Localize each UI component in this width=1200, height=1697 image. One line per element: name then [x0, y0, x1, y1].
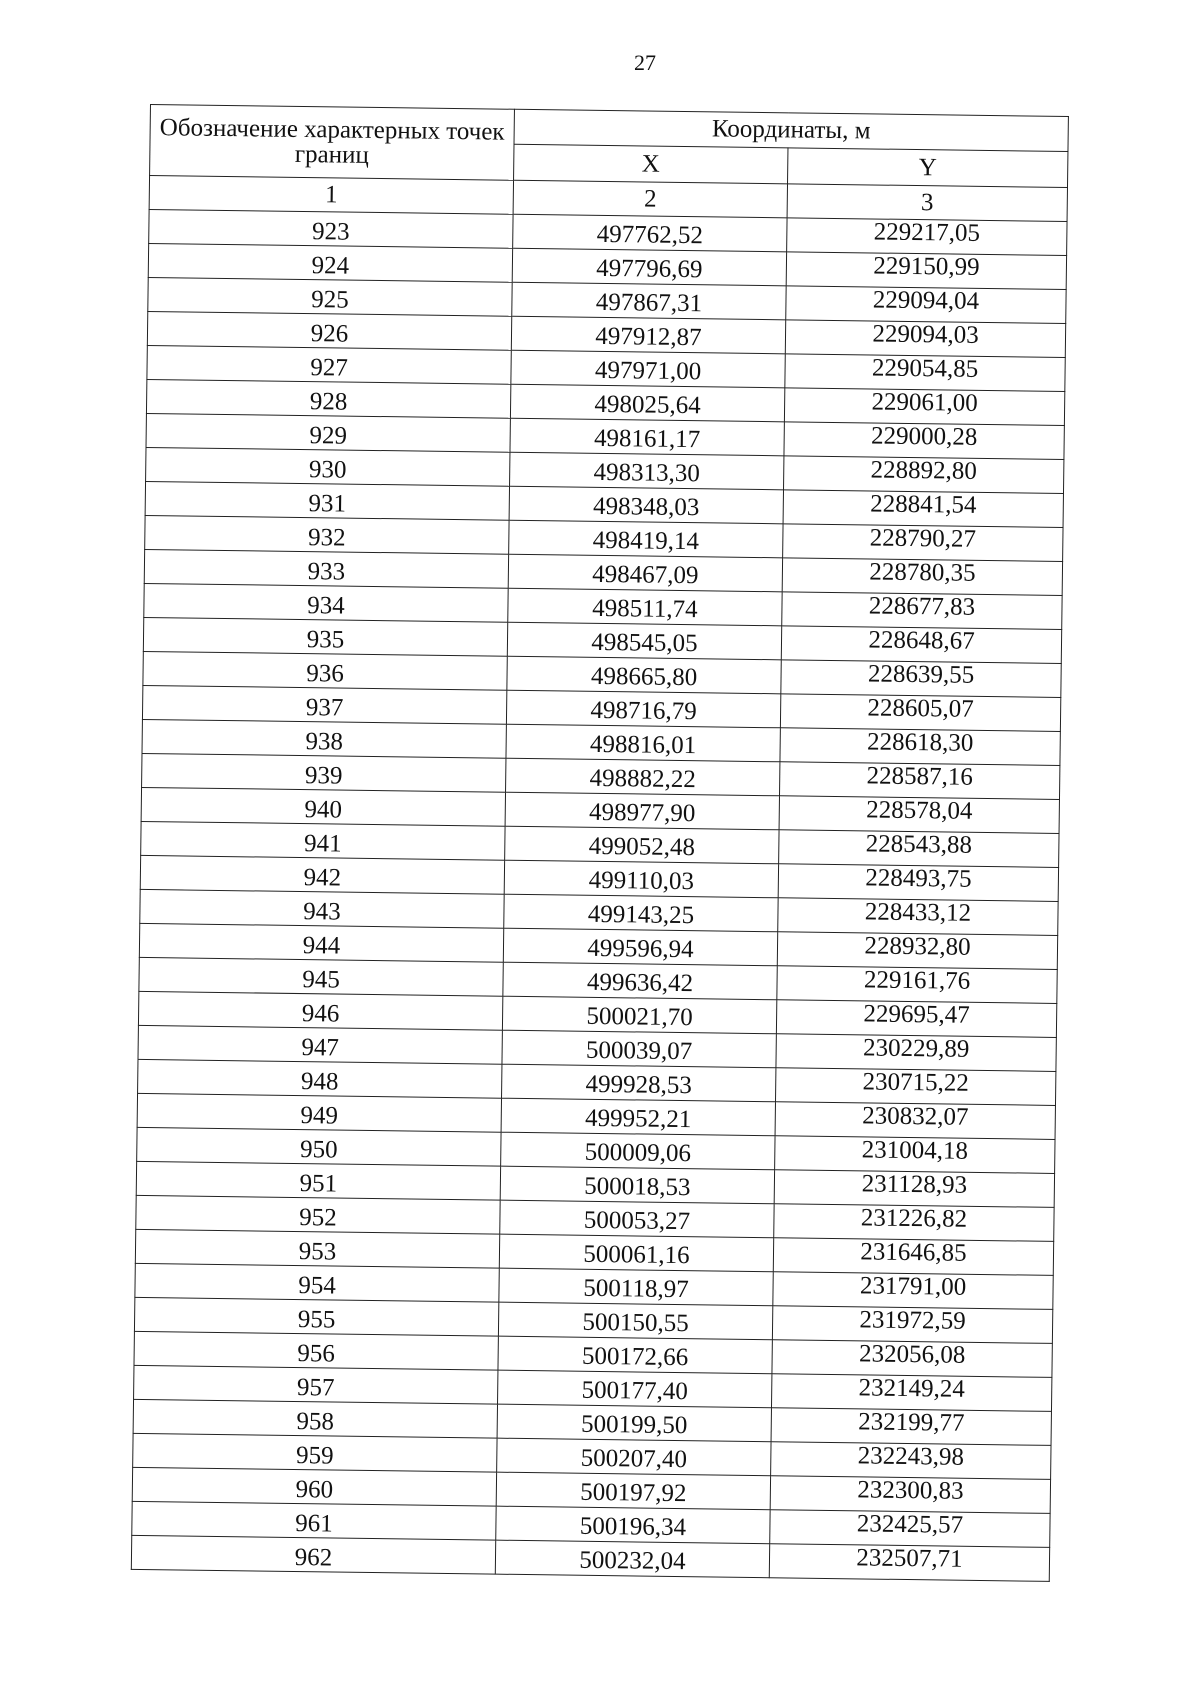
point-id-cell: [149, 209, 513, 248]
page-number: 27: [634, 50, 656, 75]
point-id-cell-text: 933: [307, 558, 346, 586]
point-id-cell-text: 927: [310, 354, 348, 382]
point-id-cell: [135, 1263, 499, 1302]
y-coordinate-cell-text: 229094,03: [872, 320, 979, 349]
header-coordinates: Координаты, м: [514, 109, 1068, 151]
x-coordinate-cell: [497, 1438, 771, 1476]
point-id-cell-text: 938: [305, 728, 344, 756]
point-id-cell: [147, 345, 511, 384]
y-coordinate-cell-text: 231646,85: [860, 1238, 967, 1267]
point-id-cell-text: 951: [299, 1170, 338, 1198]
header-y: Y: [788, 148, 1068, 188]
point-id-cell: [139, 923, 503, 962]
y-coordinate-cell-text: 230715,22: [862, 1068, 970, 1097]
x-coordinate-cell: [496, 1506, 770, 1544]
y-coordinate-cell-text: 230229,89: [862, 1034, 970, 1063]
x-coordinate-cell-text: 497971,00: [594, 356, 702, 386]
x-coordinate-cell: [507, 656, 781, 694]
y-coordinate-cell: [783, 524, 1063, 562]
point-id-cell: [141, 821, 505, 860]
boundary-points-table: [131, 104, 1069, 1582]
x-coordinate-cell-text: 498716,79: [590, 696, 697, 726]
y-coordinate-cell-text: 232425,57: [856, 1510, 964, 1539]
x-coordinate-cell: [502, 1064, 776, 1102]
column-number-1: 1: [149, 176, 513, 215]
point-id-cell-text: 954: [298, 1272, 336, 1300]
x-coordinate-cell-text: 500018,53: [584, 1172, 691, 1202]
x-coordinate-cell: [498, 1302, 772, 1340]
y-coordinate-cell: [781, 626, 1061, 664]
y-coordinate-cell-text: 228677,83: [868, 592, 976, 621]
point-id-cell-text: 950: [299, 1136, 338, 1164]
x-coordinate-cell: [495, 1540, 769, 1578]
point-id-cell: [146, 379, 510, 418]
point-id-cell-text: 961: [295, 1510, 333, 1538]
y-coordinate-cell: [782, 558, 1062, 596]
point-id-cell: [138, 1059, 502, 1098]
x-coordinate-cell: [501, 1098, 775, 1136]
header-point-designation: Обозначение характерных точек границ: [150, 105, 515, 181]
y-coordinate-cell: [772, 1340, 1052, 1378]
point-id-cell-text: 959: [295, 1442, 334, 1470]
x-coordinate-cell: [506, 758, 780, 796]
x-coordinate-cell: [498, 1370, 772, 1408]
y-coordinate-cell: [775, 1102, 1055, 1140]
x-coordinate-cell-text: 500039,07: [585, 1036, 693, 1066]
x-coordinate-cell-text: 498882,22: [589, 764, 697, 794]
point-id-cell: [136, 1195, 500, 1234]
y-coordinate-cell-text: 232056,08: [858, 1340, 966, 1369]
point-id-cell: [138, 991, 502, 1030]
point-id-cell: [144, 549, 508, 588]
point-id-cell-text: 949: [300, 1102, 339, 1130]
point-id-cell: [142, 753, 506, 792]
y-coordinate-cell: [781, 660, 1061, 698]
y-coordinate-cell-text: 229695,47: [863, 1000, 970, 1029]
y-coordinate-cell-text: 228578,04: [866, 796, 973, 825]
point-id-cell-text: 939: [304, 762, 343, 790]
x-coordinate-cell: [500, 1166, 774, 1204]
point-id-cell: [132, 1467, 496, 1506]
y-coordinate-cell-text: 231226,82: [860, 1204, 968, 1233]
point-id-cell: [147, 311, 511, 350]
point-id-cell-text: 948: [300, 1068, 339, 1096]
x-coordinate-cell-text: 497867,31: [595, 288, 703, 318]
point-id-cell-text: 952: [299, 1204, 337, 1232]
y-coordinate-cell-text: 228618,30: [866, 728, 974, 757]
y-coordinate-cell-text: 228892,80: [870, 456, 978, 485]
x-coordinate-cell: [513, 214, 787, 252]
column-number-2: 2: [513, 180, 787, 218]
x-coordinate-cell-text: 500177,40: [581, 1376, 688, 1406]
y-coordinate-cell-text: 229054,85: [871, 354, 979, 383]
x-coordinate-cell: [510, 384, 784, 422]
y-coordinate-cell: [784, 422, 1064, 460]
x-coordinate-cell: [503, 928, 777, 966]
x-coordinate-cell-text: 498816,01: [589, 730, 697, 760]
x-coordinate-cell-text: 498313,30: [593, 458, 701, 488]
point-id-cell: [145, 515, 509, 554]
point-id-cell: [134, 1297, 498, 1336]
point-id-cell-text: 958: [296, 1408, 335, 1436]
point-id-cell-text: 926: [310, 320, 349, 348]
point-id-cell-text: 962: [294, 1544, 333, 1572]
point-id-cell-text: 941: [303, 830, 342, 858]
point-id-cell: [144, 583, 508, 622]
x-coordinate-cell: [499, 1268, 773, 1306]
point-id-cell-text: 935: [306, 626, 345, 654]
y-coordinate-cell: [776, 1000, 1056, 1038]
point-id-cell: [142, 685, 506, 724]
y-coordinate-cell: [786, 286, 1066, 324]
x-coordinate-cell-text: 500172,66: [581, 1342, 689, 1372]
x-coordinate-cell: [505, 792, 779, 830]
x-coordinate-cell: [503, 962, 777, 1000]
y-coordinate-cell: [777, 966, 1057, 1004]
table-header: [149, 105, 1068, 222]
x-coordinate-cell: [511, 350, 785, 388]
point-id-cell: [132, 1501, 496, 1540]
point-id-cell-text: 925: [311, 286, 349, 314]
y-coordinate-cell: [771, 1408, 1051, 1446]
point-id-cell-text: 931: [308, 490, 347, 518]
x-coordinate-cell: [500, 1200, 774, 1238]
y-coordinate-cell-text: 232199,77: [858, 1408, 965, 1437]
point-id-cell: [133, 1399, 497, 1438]
x-coordinate-cell: [499, 1234, 773, 1272]
y-coordinate-cell-text: 231004,18: [861, 1136, 969, 1165]
point-id-cell-text: 932: [307, 524, 346, 552]
point-id-cell-text: 934: [307, 592, 345, 620]
y-coordinate-cell-text: 228639,55: [867, 660, 975, 689]
header-x: X: [514, 144, 788, 184]
y-coordinate-cell: [772, 1306, 1052, 1344]
point-id-cell: [136, 1161, 500, 1200]
y-coordinate-cell-text: 232149,24: [858, 1374, 966, 1403]
y-coordinate-cell-text: 231972,59: [859, 1306, 966, 1335]
x-coordinate-cell: [509, 520, 783, 558]
x-coordinate-cell: [511, 316, 785, 354]
y-coordinate-cell: [776, 1034, 1056, 1072]
point-id-cell: [133, 1433, 497, 1472]
point-id-cell: [143, 617, 507, 656]
x-coordinate-cell: [508, 588, 782, 626]
y-coordinate-cell: [778, 898, 1058, 936]
point-id-cell-text: 944: [302, 932, 341, 960]
point-id-cell: [146, 413, 510, 452]
y-coordinate-cell: [770, 1510, 1050, 1548]
y-coordinate-cell-text: 228841,54: [870, 490, 977, 519]
y-coordinate-cell: [779, 762, 1059, 800]
point-id-cell-text: 923: [311, 218, 350, 246]
point-id-cell-text: 945: [302, 966, 340, 994]
table-body: [131, 209, 1067, 1581]
point-id-cell: [135, 1229, 499, 1268]
x-coordinate-cell: [502, 1030, 776, 1068]
x-coordinate-cell-text: 497762,52: [596, 220, 704, 250]
y-coordinate-cell: [774, 1204, 1054, 1242]
x-coordinate-cell-text: 498161,17: [593, 424, 701, 454]
x-coordinate-cell-text: 499052,48: [588, 832, 696, 862]
y-coordinate-cell: [786, 252, 1066, 290]
y-coordinate-cell-text: 229000,28: [870, 422, 978, 451]
column-number-3: 3: [787, 184, 1067, 222]
y-coordinate-cell-text: 229061,00: [871, 388, 978, 417]
x-coordinate-cell: [510, 452, 784, 490]
y-coordinate-cell: [778, 864, 1058, 902]
point-id-cell-text: 929: [309, 422, 348, 450]
x-coordinate-cell-text: 500150,55: [582, 1308, 689, 1338]
y-coordinate-cell-text: 229094,04: [872, 286, 980, 315]
y-coordinate-cell: [773, 1272, 1053, 1310]
y-coordinate-cell-text: 228587,16: [866, 762, 974, 791]
x-coordinate-cell-text: 498467,09: [592, 560, 699, 590]
point-id-cell: [138, 1025, 502, 1064]
y-coordinate-cell: [785, 354, 1065, 392]
point-id-cell-text: 960: [295, 1476, 334, 1504]
y-coordinate-cell-text: 228780,35: [869, 558, 976, 587]
x-coordinate-cell-text: 498545,05: [591, 628, 698, 658]
y-coordinate-cell-text: 228605,07: [867, 694, 974, 723]
point-id-cell: [143, 651, 507, 690]
point-id-cell: [137, 1127, 501, 1166]
x-coordinate-cell-text: 497796,69: [596, 254, 703, 284]
y-coordinate-cell-text: 232507,71: [856, 1544, 963, 1573]
y-coordinate-cell: [779, 796, 1059, 834]
point-id-cell: [131, 1535, 495, 1574]
x-coordinate-cell-text: 498419,14: [592, 526, 700, 556]
point-id-cell: [146, 447, 510, 486]
x-coordinate-cell: [496, 1472, 770, 1510]
y-coordinate-cell-text: 231791,00: [859, 1272, 967, 1301]
y-coordinate-cell-text: 229150,99: [873, 252, 980, 281]
y-coordinate-cell-text: 228543,88: [865, 830, 973, 859]
y-coordinate-cell: [775, 1068, 1055, 1106]
point-id-cell-text: 943: [303, 898, 341, 926]
point-id-cell: [141, 787, 505, 826]
y-coordinate-cell: [787, 218, 1067, 256]
x-coordinate-cell: [506, 690, 780, 728]
point-id-cell-text: 947: [301, 1034, 340, 1062]
point-id-cell: [145, 481, 509, 520]
y-coordinate-cell-text: 229217,05: [873, 218, 981, 247]
y-coordinate-cell: [771, 1442, 1051, 1480]
x-coordinate-cell-text: 500061,16: [583, 1240, 690, 1270]
point-id-cell: [148, 243, 512, 282]
x-coordinate-cell: [512, 282, 786, 320]
y-coordinate-cell: [769, 1544, 1049, 1582]
x-coordinate-cell: [512, 248, 786, 286]
point-id-cell: [134, 1331, 498, 1370]
x-coordinate-cell-text: 500199,50: [580, 1410, 688, 1440]
x-coordinate-cell-text: 500021,70: [586, 1002, 693, 1032]
point-id-cell-text: 937: [305, 694, 344, 722]
y-coordinate-cell-text: 228932,80: [864, 932, 971, 961]
y-coordinate-cell: [771, 1374, 1051, 1412]
y-coordinate-cell: [775, 1136, 1055, 1174]
point-id-cell-text: 930: [308, 456, 347, 484]
x-coordinate-cell-text: 500118,97: [583, 1274, 689, 1304]
y-coordinate-cell: [783, 490, 1063, 528]
point-id-cell-text: 936: [306, 660, 344, 688]
x-coordinate-cell: [508, 554, 782, 592]
y-coordinate-cell: [785, 320, 1065, 358]
y-coordinate-cell: [782, 592, 1062, 630]
point-id-cell: [148, 277, 512, 316]
x-coordinate-cell-text: 498348,03: [592, 492, 700, 522]
y-coordinate-cell-text: 232243,98: [857, 1442, 965, 1471]
y-coordinate-cell: [774, 1170, 1054, 1208]
point-id-cell-text: 924: [311, 252, 350, 280]
y-coordinate-cell-text: 229161,76: [863, 966, 971, 995]
x-coordinate-cell: [497, 1404, 771, 1442]
y-coordinate-cell: [780, 728, 1060, 766]
x-coordinate-cell-text: 500196,34: [579, 1512, 687, 1542]
point-id-cell: [140, 889, 504, 928]
y-coordinate-cell-text: 228790,27: [869, 524, 977, 553]
x-coordinate-cell-text: 500053,27: [583, 1206, 691, 1236]
x-coordinate-cell-text: 499952,21: [584, 1104, 692, 1134]
x-coordinate-cell: [505, 826, 779, 864]
point-id-cell-text: 942: [303, 864, 342, 892]
x-coordinate-cell-text: 500197,92: [580, 1478, 687, 1508]
point-id-cell-text: 946: [301, 1000, 340, 1028]
y-coordinate-cell: [773, 1238, 1053, 1276]
point-id-cell: [134, 1365, 498, 1404]
x-coordinate-cell-text: 497912,87: [595, 322, 702, 352]
point-id-cell-text: 956: [297, 1340, 336, 1368]
x-coordinate-cell-text: 500009,06: [584, 1138, 692, 1168]
y-coordinate-cell-text: 228493,75: [865, 864, 972, 893]
y-coordinate-cell: [784, 456, 1064, 494]
x-coordinate-cell: [504, 860, 778, 898]
point-id-cell-text: 955: [297, 1306, 336, 1334]
y-coordinate-cell-text: 228433,12: [864, 898, 972, 927]
x-coordinate-cell: [506, 724, 780, 762]
point-id-cell-text: 940: [304, 796, 343, 824]
x-coordinate-cell-text: 500207,40: [580, 1444, 688, 1474]
point-id-cell-text: 957: [296, 1374, 335, 1402]
y-coordinate-cell-text: 232300,83: [857, 1476, 964, 1505]
y-coordinate-cell: [770, 1476, 1050, 1514]
x-coordinate-cell-text: 500232,04: [579, 1546, 686, 1576]
y-coordinate-cell: [780, 694, 1060, 732]
x-coordinate-cell-text: 499596,94: [587, 934, 694, 964]
x-coordinate-cell: [502, 996, 776, 1034]
point-id-cell: [142, 719, 506, 758]
x-coordinate-cell-text: 498977,90: [588, 798, 696, 828]
x-coordinate-cell-text: 498511,74: [592, 594, 698, 624]
x-coordinate-cell-text: 499110,03: [588, 866, 695, 896]
x-coordinate-cell: [498, 1336, 772, 1374]
point-id-cell: [139, 957, 503, 996]
x-coordinate-cell-text: 498025,64: [594, 390, 701, 420]
x-coordinate-cell: [509, 486, 783, 524]
x-coordinate-cell: [504, 894, 778, 932]
point-id-cell: [140, 855, 504, 894]
y-coordinate-cell-text: 228648,67: [868, 626, 975, 655]
x-coordinate-cell-text: 499143,25: [587, 900, 695, 930]
x-coordinate-cell-text: 498665,80: [590, 662, 698, 692]
y-coordinate-cell-text: 230832,07: [862, 1102, 969, 1131]
x-coordinate-cell-text: 499928,53: [585, 1070, 692, 1100]
y-coordinate-cell: [777, 932, 1057, 970]
x-coordinate-cell: [507, 622, 781, 660]
x-coordinate-cell: [501, 1132, 775, 1170]
point-id-cell-text: 953: [298, 1238, 337, 1266]
x-coordinate-cell: [510, 418, 784, 456]
y-coordinate-cell-text: 231128,93: [861, 1170, 968, 1199]
y-coordinate-cell: [779, 830, 1059, 868]
point-id-cell-text: 928: [309, 388, 348, 416]
y-coordinate-cell: [784, 388, 1064, 426]
x-coordinate-cell-text: 499636,42: [586, 968, 694, 998]
point-id-cell: [137, 1093, 501, 1132]
